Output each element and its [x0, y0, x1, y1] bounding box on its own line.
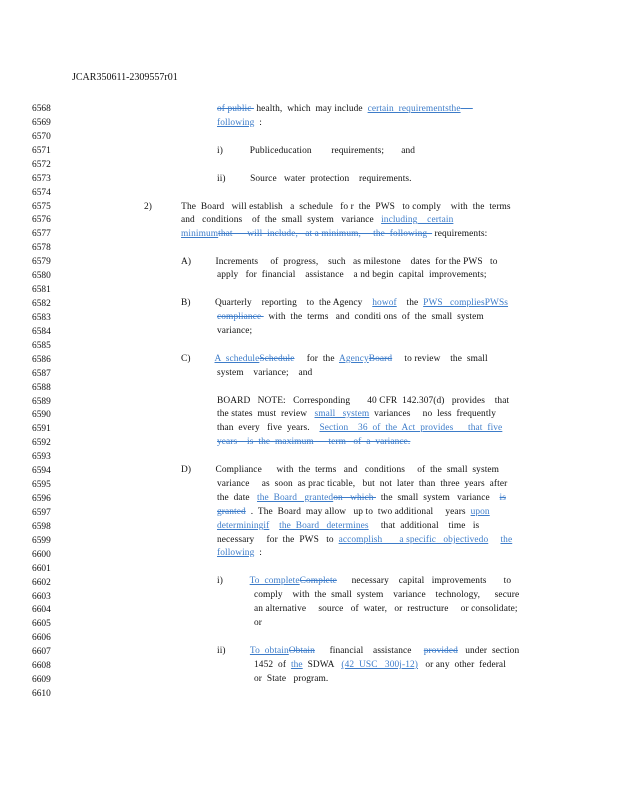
body-text: 2) The Board will establish a schedule fo r the PWS to comply with the terms — [144, 202, 511, 212]
line-number: 6583 — [32, 312, 51, 323]
text-line-6597 — [217, 507, 490, 517]
inserted-text: including certain — [381, 215, 454, 225]
line-number: 6582 — [32, 299, 51, 310]
line-number: 6576 — [32, 215, 51, 226]
text-line-6602 — [217, 576, 511, 586]
line-number: 6584 — [32, 326, 51, 337]
text-line-6569 — [217, 118, 262, 128]
body-text: : — [254, 548, 262, 558]
body-text: variance as soon as prac ticable, but not later than three years after — [217, 479, 508, 489]
line-number: 6594 — [32, 466, 51, 477]
text-line-6594 — [181, 465, 499, 475]
text-line-6595 — [217, 479, 507, 489]
deleted-text: Complete — [299, 576, 337, 586]
inserted-text: the — [500, 535, 513, 545]
text-line-6586 — [181, 354, 488, 364]
deleted-text: on which — [333, 493, 376, 503]
inserted-text: accomplish a specific objectivedo — [338, 535, 489, 545]
line-number: 6606 — [32, 633, 51, 644]
line-number: 6597 — [32, 507, 51, 518]
body-text: for the — [294, 354, 339, 364]
body-text: the date — [217, 493, 257, 503]
text-line-6603 — [254, 590, 519, 600]
deleted-text: years is the maximum term of a variance. — [217, 437, 411, 447]
line-number: 6574 — [32, 187, 51, 198]
text-line-6604 — [254, 604, 518, 614]
line-number: 6602 — [32, 577, 51, 588]
line-number: 6604 — [32, 605, 51, 616]
text-line-6584 — [217, 326, 252, 336]
line-number: 6591 — [32, 424, 51, 435]
line-number: 6596 — [32, 494, 51, 505]
body-text: necessary for the PWS to — [217, 535, 339, 545]
body-text: to review the small — [392, 354, 488, 364]
inserted-text: minimum — [181, 229, 219, 239]
body-text: or any other federal — [418, 660, 506, 670]
text-line-6583 — [217, 312, 484, 322]
inserted-text: small system — [314, 409, 370, 419]
body-text: an alternative source of water, or restructure or consolidate; — [254, 604, 518, 614]
body-text: i) — [217, 576, 250, 586]
text-line-6568 — [217, 104, 473, 114]
inserted-text: PWS compliesPWSs — [423, 298, 509, 308]
line-number: 6587 — [32, 368, 51, 379]
deleted-text: provided — [423, 646, 458, 656]
inserted-text: certain requirementsthe — [367, 104, 461, 114]
text-line-6592 — [217, 437, 410, 447]
line-number: 6585 — [32, 340, 51, 351]
body-text: requirements: — [432, 229, 488, 239]
document-id-header: JCAR350611-2309557r01 — [72, 72, 178, 83]
body-text — [269, 521, 279, 531]
text-line-6599 — [217, 535, 512, 545]
text-line-6598 — [217, 521, 479, 531]
text-line-6576 — [181, 215, 453, 225]
text-line-6591 — [217, 423, 502, 433]
body-text: SDWA — [302, 660, 342, 670]
line-number: 6568 — [32, 104, 51, 114]
body-text: BOARD NOTE: Corresponding 40 CFR 142.307(d) provides that — [217, 396, 510, 406]
line-number: 6605 — [32, 619, 51, 630]
line-number: 6599 — [32, 535, 51, 546]
line-number: 6608 — [32, 661, 51, 672]
line-number: 6598 — [32, 521, 51, 532]
body-text: necessary capital improvements to — [336, 576, 512, 586]
line-number: 6593 — [32, 452, 51, 463]
text-line-6608 — [254, 660, 506, 670]
line-number: 6603 — [32, 591, 51, 602]
inserted-text: the Board determines — [279, 521, 369, 531]
deleted-text: of public — [217, 104, 254, 114]
text-line-6609 — [254, 674, 328, 684]
body-text: the — [396, 298, 424, 308]
inserted-text: determiningif — [217, 521, 270, 531]
body-text: system variance; and — [217, 368, 313, 378]
line-number: 6573 — [32, 173, 51, 184]
body-text: the small system variance — [375, 493, 500, 503]
text-line-6582 — [181, 298, 508, 308]
line-number: 6575 — [32, 201, 51, 212]
deleted-text: compliance — [217, 312, 264, 322]
inserted-text: the — [290, 660, 303, 670]
line-number: 6581 — [32, 285, 51, 296]
line-number: 6570 — [32, 131, 51, 142]
body-text: : — [254, 118, 262, 128]
line-number: 6577 — [32, 229, 51, 240]
inserted-text: Section 36 of the Act provides that five — [319, 423, 503, 433]
line-number: 6607 — [32, 647, 51, 658]
line-number: 6590 — [32, 410, 51, 421]
text-line-6589 — [217, 396, 509, 406]
line-number: 6580 — [32, 271, 51, 282]
body-text: D) Compliance with the terms and conditions of the small system — [181, 465, 500, 475]
text-line-6575 — [144, 202, 511, 212]
inserted-text: following — [217, 548, 255, 558]
text-line-6571 — [217, 146, 415, 156]
text-line-6605 — [254, 618, 262, 628]
body-text: comply with the small system variance technology, secure — [254, 590, 520, 600]
line-number: 6592 — [32, 438, 51, 449]
body-text: financial assistance — [314, 646, 424, 656]
body-text: . The Board may allow up to two additional years — [245, 507, 471, 517]
body-text: ii) Source water protection requirements. — [217, 174, 412, 184]
body-text: or State program. — [254, 674, 329, 684]
inserted-text: following — [217, 118, 255, 128]
text-line-6596 — [217, 493, 506, 503]
inserted-text: To complete — [249, 576, 300, 586]
deleted-text: Schedule — [259, 354, 295, 364]
line-number: 6595 — [32, 480, 51, 491]
line-number: 6571 — [32, 145, 51, 156]
inserted-text: Agency — [338, 354, 369, 364]
body-text: than every five years. — [217, 423, 320, 433]
inserted-text: the Board granted — [257, 493, 334, 503]
body-text: C) — [181, 354, 215, 364]
deleted-text: Board — [368, 354, 393, 364]
text-line-6580 — [217, 270, 487, 280]
body-text: the states must review — [217, 409, 315, 419]
body-text — [488, 535, 500, 545]
deleted-text — [461, 104, 473, 114]
inserted-text: upon — [470, 507, 490, 517]
body-text: under section — [457, 646, 520, 656]
body-text: i) Publiceducation requirements; and — [217, 146, 416, 156]
text-line-6607 — [217, 646, 519, 656]
text-line-6590 — [217, 409, 496, 419]
body-text: A) Increments of progress, such as milestone dates for the PWS to — [181, 257, 498, 267]
line-number: 6601 — [32, 563, 51, 574]
body-text: variance; — [217, 326, 253, 336]
text-line-6587 — [217, 368, 312, 378]
body-text: that additional time is — [368, 521, 480, 531]
body-text: with the terms and conditi ons of the small system — [263, 312, 484, 322]
line-number: 6609 — [32, 675, 51, 686]
text-line-6573 — [217, 174, 412, 184]
line-number: 6588 — [32, 382, 51, 393]
inserted-text: (42 USC 300j-12) — [341, 660, 419, 670]
text-line-6579 — [181, 257, 498, 267]
line-number: 6586 — [32, 354, 51, 365]
line-number: 6600 — [32, 549, 51, 560]
inserted-text: howof — [372, 298, 397, 308]
line-number: 6579 — [32, 257, 51, 268]
deleted-text: granted — [217, 507, 246, 517]
line-number: 6578 — [32, 243, 51, 254]
line-number: 6610 — [32, 689, 51, 700]
text-line-6600 — [217, 548, 262, 558]
line-number: 6569 — [32, 117, 51, 128]
body-text: health, which may include — [253, 104, 368, 114]
line-number: 6589 — [32, 396, 51, 407]
body-text: variances no less frequently — [369, 409, 497, 419]
deleted-text: that will include, at a minimum, the following — [218, 229, 433, 239]
body-text: 1452 of — [254, 660, 291, 670]
inserted-text: A schedule — [214, 354, 260, 364]
line-number: 6572 — [32, 159, 51, 170]
body-text: ii) — [217, 646, 250, 656]
body-text: B) Quarterly reporting to the Agency — [181, 298, 373, 308]
body-text: apply for financial assistance a nd begin capital improvements; — [217, 270, 487, 280]
deleted-text: Obtain — [288, 646, 315, 656]
body-text: and conditions of the small system variance — [181, 215, 382, 225]
text-line-6577 — [181, 229, 487, 239]
body-text: or — [254, 618, 263, 628]
inserted-text: To obtain — [249, 646, 289, 656]
deleted-text: is — [499, 493, 506, 503]
